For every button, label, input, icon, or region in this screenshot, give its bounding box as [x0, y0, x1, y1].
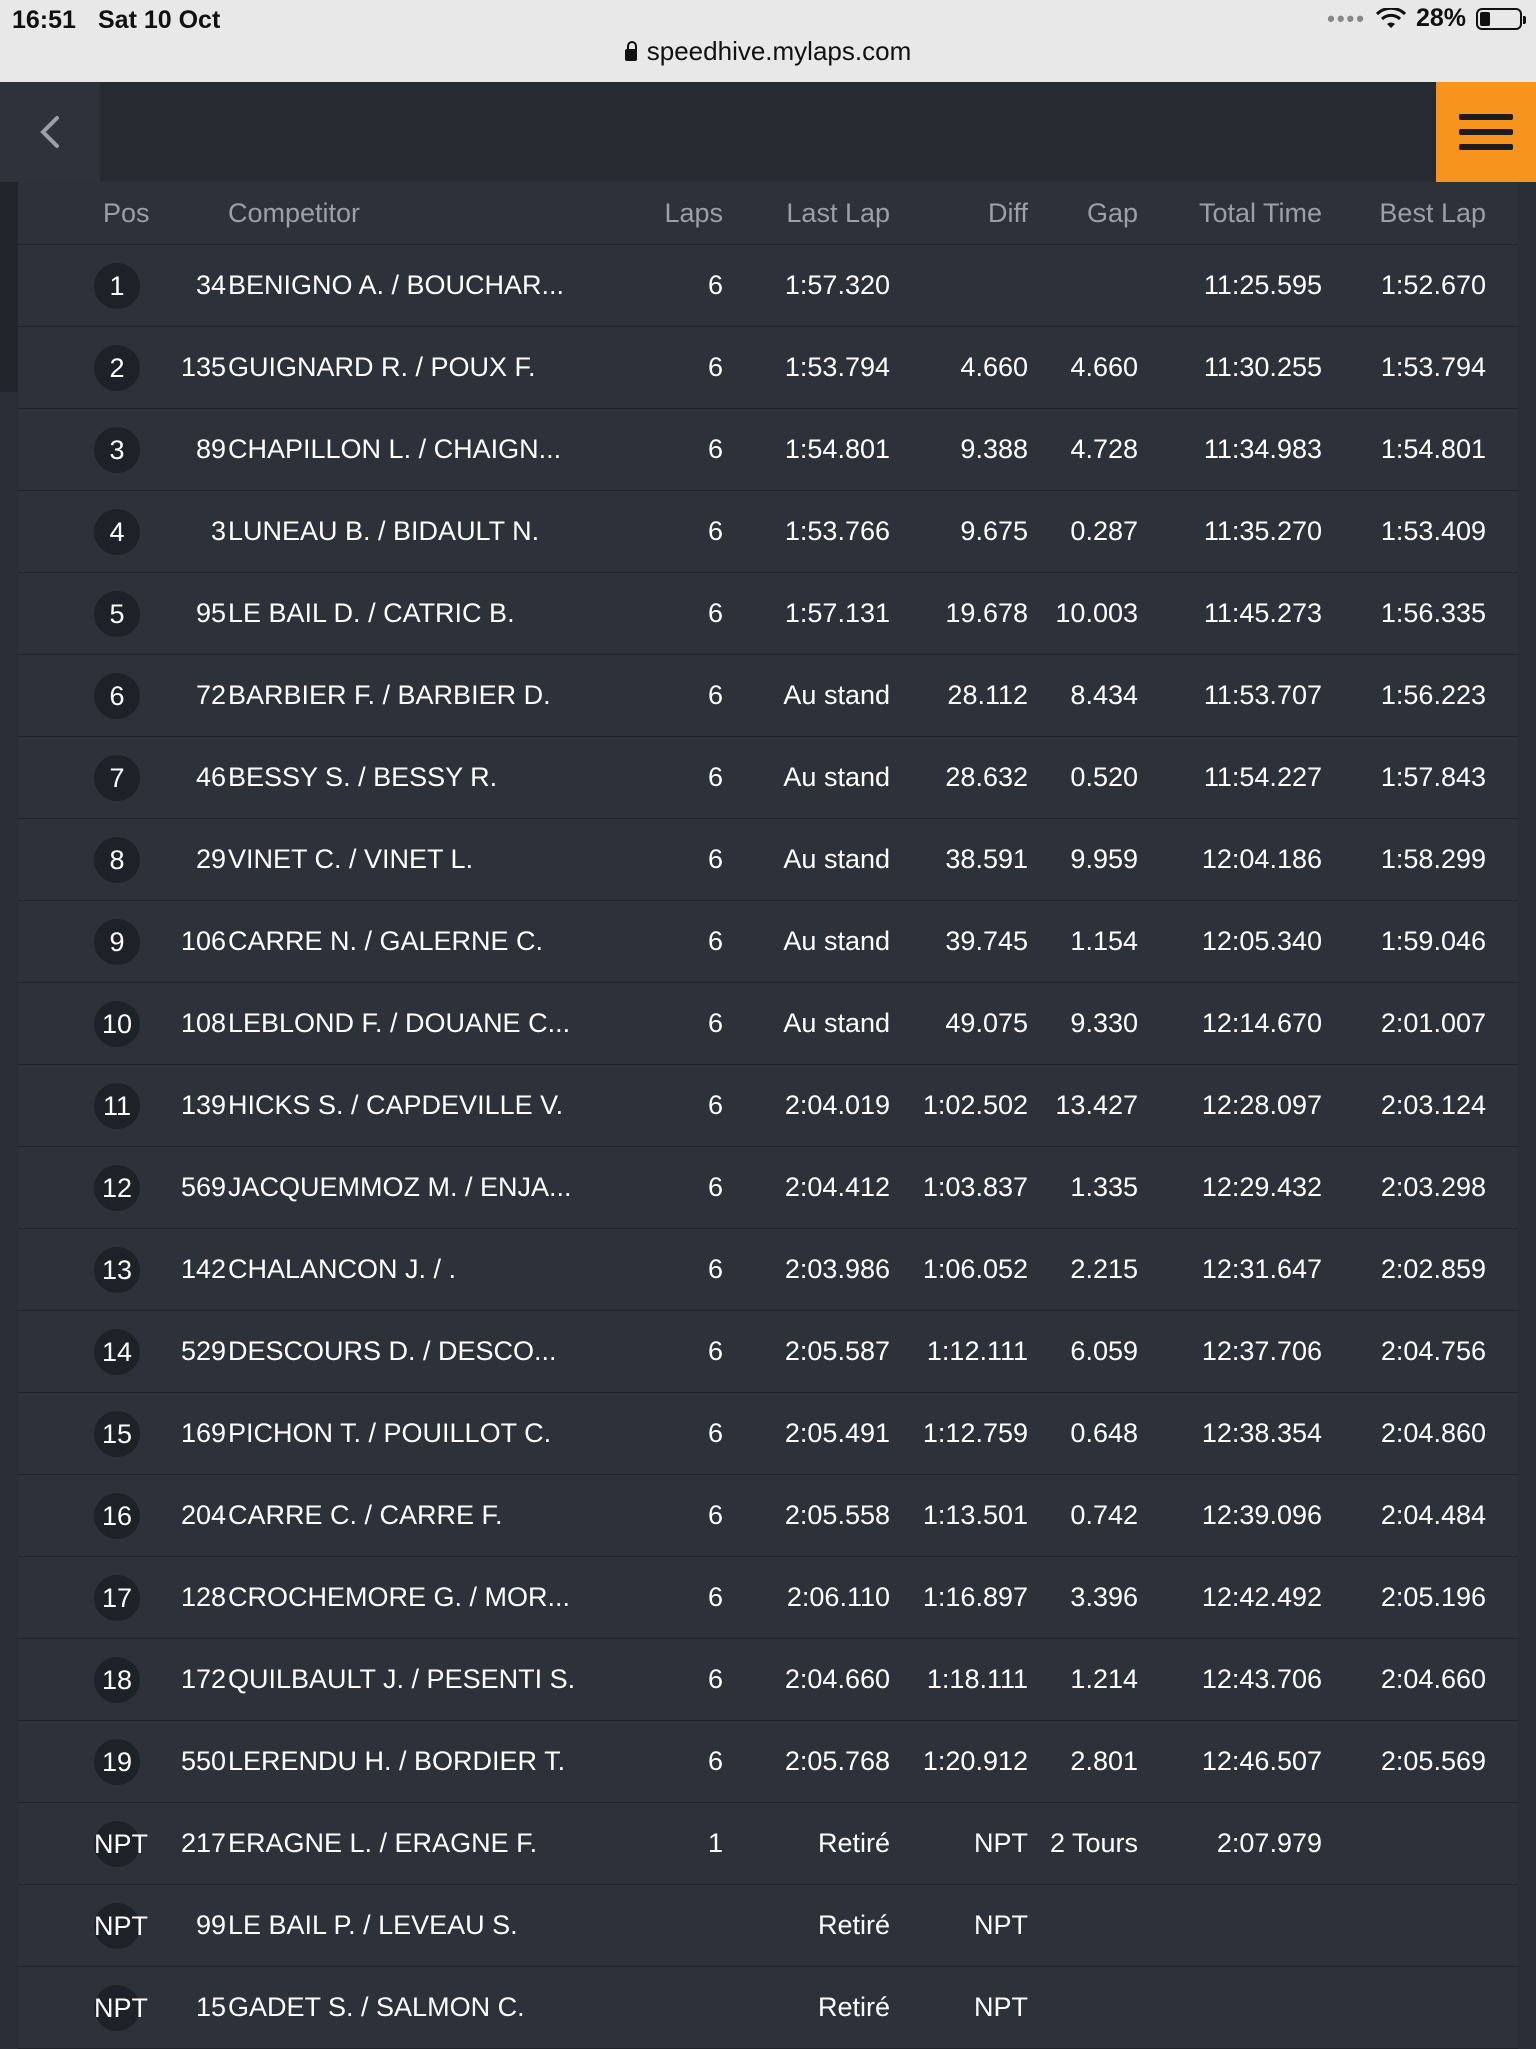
gap-cell: 3.396: [1070, 1582, 1138, 1612]
competitor-number: 204: [180, 1500, 226, 1530]
diff-cell: 1:12.111: [926, 1336, 1028, 1366]
diff-cell: 28.632: [945, 762, 1028, 792]
pos-badge: 4: [94, 509, 140, 555]
competitor-name: CROCHEMORE G. / MOR...: [228, 1582, 571, 1612]
total-time-cell: 12:39.096: [1201, 1500, 1322, 1530]
competitor-name: VINET C. / VINET L.: [228, 844, 474, 874]
lock-icon: [625, 49, 637, 61]
pos-badge: 10: [94, 1001, 140, 1047]
best-lap-cell: 2:05.569: [1380, 1746, 1486, 1776]
table-row[interactable]: [18, 1475, 1518, 1557]
chevron-left-icon: [35, 112, 65, 152]
pos-badge: 5: [94, 591, 140, 637]
pos-badge: 19: [94, 1739, 140, 1785]
competitor-number: 135: [180, 352, 226, 382]
diff-cell: 9.388: [960, 434, 1028, 464]
laps-cell: 6: [707, 1418, 723, 1448]
url-text: speedhive.mylaps.com: [646, 36, 912, 66]
gap-cell: 0.742: [1070, 1500, 1138, 1530]
header-best-lap[interactable]: Best Lap: [1379, 198, 1486, 228]
table-row[interactable]: [18, 1639, 1518, 1721]
pos-badge: 15: [94, 1411, 140, 1457]
status-date: Sat 10 Oct: [98, 6, 221, 34]
pos-badge: 14: [94, 1329, 140, 1375]
header-total-time[interactable]: Total Time: [1198, 198, 1322, 228]
laps-cell: 6: [707, 1008, 723, 1038]
table-row[interactable]: [18, 1721, 1518, 1803]
laps-cell: 6: [707, 1090, 723, 1120]
last-lap-cell: Au stand: [783, 762, 890, 792]
last-lap-cell: 2:04.660: [784, 1664, 890, 1694]
total-time-cell: 12:31.647: [1201, 1254, 1322, 1284]
pos-badge: 13: [94, 1247, 140, 1293]
laps-cell: 6: [707, 1254, 723, 1284]
total-time-cell: 12:37.706: [1201, 1336, 1322, 1366]
laps-cell: 6: [707, 1746, 723, 1776]
header-competitor[interactable]: Competitor: [228, 198, 361, 228]
table-row[interactable]: [18, 491, 1518, 573]
competitor-number: 29: [195, 844, 226, 874]
competitor-number: 139: [180, 1090, 226, 1120]
menu-button[interactable]: [1436, 82, 1536, 182]
table-row[interactable]: [18, 655, 1518, 737]
competitor-name: DESCOURS D. / DESCO...: [228, 1336, 557, 1366]
competitor-number: 34: [195, 270, 226, 300]
diff-cell: 1:13.501: [922, 1500, 1028, 1530]
total-time-cell: 2:07.979: [1216, 1828, 1322, 1858]
laps-cell: 6: [707, 926, 723, 956]
laps-cell: 6: [707, 680, 723, 710]
competitor-number: 169: [180, 1418, 226, 1448]
pos-badge: 16: [94, 1493, 140, 1539]
total-time-cell: 12:28.097: [1201, 1090, 1322, 1120]
competitor-name: CARRE C. / CARRE F.: [228, 1500, 503, 1530]
last-lap-cell: 2:04.412: [784, 1172, 890, 1202]
gap-cell: 8.434: [1070, 680, 1138, 710]
laps-cell: 6: [707, 1172, 723, 1202]
last-lap-cell: 2:03.986: [784, 1254, 890, 1284]
gap-cell: 0.287: [1070, 516, 1138, 546]
diff-cell: 49.075: [945, 1008, 1028, 1038]
last-lap-cell: Au stand: [783, 680, 890, 710]
competitor-name: LE BAIL P. / LEVEAU S.: [228, 1910, 518, 1940]
diff-cell: NPT: [974, 1910, 1028, 1940]
competitor-name: QUILBAULT J. / PESENTI S.: [228, 1664, 576, 1694]
laps-cell: 6: [707, 434, 723, 464]
total-time-cell: 12:04.186: [1201, 844, 1322, 874]
laps-cell: 1: [707, 1828, 723, 1858]
pos-badge: NPT: [94, 1985, 140, 2031]
table-row[interactable]: [18, 1557, 1518, 1639]
competitor-name: LUNEAU B. / BIDAULT N.: [228, 516, 540, 546]
last-lap-cell: 1:54.801: [784, 434, 890, 464]
gap-cell: 10.003: [1055, 598, 1138, 628]
laps-cell: 6: [707, 516, 723, 546]
competitor-number: 217: [180, 1828, 226, 1858]
gap-cell: 4.728: [1070, 434, 1138, 464]
header-laps[interactable]: Laps: [664, 198, 723, 228]
best-lap-cell: 2:02.859: [1380, 1254, 1486, 1284]
pos-badge: 1: [94, 263, 140, 309]
best-lap-cell: 2:04.756: [1380, 1336, 1486, 1366]
last-lap-cell: 2:05.491: [784, 1418, 890, 1448]
diff-cell: 1:18.111: [926, 1664, 1028, 1694]
competitor-number: 128: [180, 1582, 226, 1612]
laps-cell: 6: [707, 598, 723, 628]
last-lap-cell: 1:57.131: [784, 598, 890, 628]
back-button[interactable]: [0, 82, 100, 182]
pos-badge: 2: [94, 345, 140, 391]
signal-icon: ••••: [1327, 5, 1366, 31]
last-lap-cell: 1:57.320: [784, 270, 890, 300]
best-lap-cell: 2:03.298: [1380, 1172, 1486, 1202]
best-lap-cell: 2:01.007: [1380, 1008, 1486, 1038]
table-row[interactable]: [18, 737, 1518, 819]
competitor-number: 172: [180, 1664, 226, 1694]
competitor-name: LEBLOND F. / DOUANE C...: [228, 1008, 571, 1038]
best-lap-cell: 2:04.484: [1380, 1500, 1486, 1530]
diff-cell: 1:02.502: [922, 1090, 1028, 1120]
header-pos[interactable]: Pos: [103, 198, 150, 228]
table-row[interactable]: [18, 819, 1518, 901]
total-time-cell: 12:14.670: [1201, 1008, 1322, 1038]
last-lap-cell: 2:06.110: [786, 1582, 890, 1612]
gap-cell: 0.520: [1070, 762, 1138, 792]
last-lap-cell: Au stand: [783, 926, 890, 956]
competitor-number: 15: [195, 1992, 226, 2022]
best-lap-cell: 2:03.124: [1380, 1090, 1486, 1120]
competitor-name: BESSY S. / BESSY R.: [228, 762, 498, 792]
total-time-cell: 12:38.354: [1201, 1418, 1322, 1448]
diff-cell: 1:06.052: [922, 1254, 1028, 1284]
gap-cell: 2.801: [1070, 1746, 1138, 1776]
table-row[interactable]: [18, 1803, 1518, 1885]
table-header: [18, 182, 1518, 245]
results-table: [18, 182, 1518, 2048]
header-diff[interactable]: Diff: [987, 198, 1028, 228]
total-time-cell: 11:25.595: [1203, 270, 1322, 300]
last-lap-cell: Au stand: [783, 1008, 890, 1038]
total-time-cell: 12:46.507: [1201, 1746, 1322, 1776]
gap-cell: 1.214: [1070, 1664, 1138, 1694]
last-lap-cell: Retiré: [817, 1828, 890, 1858]
last-lap-cell: 2:05.587: [784, 1336, 890, 1366]
competitor-number: 89: [195, 434, 226, 464]
pos-badge: 8: [94, 837, 140, 883]
gap-cell: 2.215: [1070, 1254, 1138, 1284]
laps-cell: 6: [707, 844, 723, 874]
status-bar: [0, 0, 1536, 82]
competitor-number: 46: [195, 762, 226, 792]
total-time-cell: 12:43.706: [1201, 1664, 1322, 1694]
total-time-cell: 12:05.340: [1201, 926, 1322, 956]
pos-badge: 6: [94, 673, 140, 719]
best-lap-cell: 2:05.196: [1380, 1582, 1486, 1612]
header-gap[interactable]: Gap: [1086, 198, 1138, 228]
pos-badge: 9: [94, 919, 140, 965]
laps-cell: 6: [707, 762, 723, 792]
last-lap-cell: 2:04.019: [784, 1090, 890, 1120]
competitor-name: CARRE N. / GALERNE C.: [228, 926, 544, 956]
competitor-name: CHALANCON J. / .: [228, 1254, 457, 1284]
competitor-number: 106: [180, 926, 226, 956]
diff-cell: 1:03.837: [922, 1172, 1028, 1202]
gap-cell: 0.648: [1070, 1418, 1138, 1448]
diff-cell: NPT: [974, 1828, 1028, 1858]
pos-badge: 11: [94, 1083, 140, 1129]
table-row[interactable]: [18, 1393, 1518, 1475]
table-row[interactable]: [18, 409, 1518, 491]
pos-badge: 12: [94, 1165, 140, 1211]
last-lap-cell: 1:53.766: [784, 516, 890, 546]
pos-badge: NPT: [94, 1821, 140, 1867]
total-time-cell: 11:53.707: [1203, 680, 1322, 710]
gap-cell: 2 Tours: [1049, 1828, 1138, 1858]
total-time-cell: 11:45.273: [1203, 598, 1322, 628]
hamburger-menu-icon: [1459, 114, 1513, 120]
address-bar[interactable]: [0, 36, 1536, 67]
best-lap-cell: 1:56.335: [1380, 598, 1486, 628]
competitor-name: GADET S. / SALMON C.: [228, 1992, 525, 2022]
laps-cell: 6: [707, 270, 723, 300]
pos-badge: 3: [94, 427, 140, 473]
competitor-name: HICKS S. / CAPDEVILLE V.: [228, 1090, 564, 1120]
competitor-number: 108: [180, 1008, 226, 1038]
side-strip: [0, 182, 18, 392]
competitor-number: 142: [180, 1254, 226, 1284]
gap-cell: 9.330: [1070, 1008, 1138, 1038]
best-lap-cell: 1:56.223: [1380, 680, 1486, 710]
table-row[interactable]: [18, 573, 1518, 655]
competitor-number: 569: [180, 1172, 226, 1202]
total-time-cell: 11:34.983: [1203, 434, 1322, 464]
competitor-number: 72: [195, 680, 226, 710]
gap-cell: 1.335: [1070, 1172, 1138, 1202]
competitor-number: 95: [195, 598, 226, 628]
best-lap-cell: 2:04.660: [1380, 1664, 1486, 1694]
pos-badge: 18: [94, 1657, 140, 1703]
diff-cell: 4.660: [960, 352, 1028, 382]
battery-icon: [1476, 8, 1522, 30]
diff-cell: 1:16.897: [922, 1582, 1028, 1612]
laps-cell: 6: [707, 1500, 723, 1530]
status-time: 16:51: [12, 6, 76, 34]
laps-cell: 6: [707, 1336, 723, 1366]
table-row[interactable]: [18, 245, 1518, 327]
last-lap-cell: 2:05.768: [784, 1746, 890, 1776]
laps-cell: 6: [707, 352, 723, 382]
competitor-number: 550: [180, 1746, 226, 1776]
table-row[interactable]: [18, 983, 1518, 1065]
table-row[interactable]: [18, 1967, 1518, 2049]
competitor-name: BENIGNO A. / BOUCHAR...: [228, 270, 565, 300]
best-lap-cell: 1:58.299: [1380, 844, 1486, 874]
total-time-cell: 11:54.227: [1203, 762, 1322, 792]
competitor-name: ERAGNE L. / ERAGNE F.: [228, 1828, 538, 1858]
total-time-cell: 12:29.432: [1201, 1172, 1322, 1202]
best-lap-cell: 1:54.801: [1380, 434, 1486, 464]
competitor-number: 99: [195, 1910, 226, 1940]
last-lap-cell: 2:05.558: [784, 1500, 890, 1530]
total-time-cell: 11:30.255: [1203, 352, 1322, 382]
last-lap-cell: Retiré: [817, 1910, 890, 1940]
laps-cell: 6: [707, 1582, 723, 1612]
gap-cell: 13.427: [1055, 1090, 1138, 1120]
last-lap-cell: Retiré: [817, 1992, 890, 2022]
status-indicators: [1327, 4, 1522, 33]
best-lap-cell: 1:53.409: [1380, 516, 1486, 546]
competitor-name: CHAPILLON L. / CHAIGN...: [228, 434, 562, 464]
table-row[interactable]: [18, 1885, 1518, 1967]
gap-cell: 6.059: [1070, 1336, 1138, 1366]
table-row[interactable]: [18, 1311, 1518, 1393]
competitor-number: 529: [180, 1336, 226, 1366]
diff-cell: 1:12.759: [922, 1418, 1028, 1448]
table-row[interactable]: [18, 901, 1518, 983]
diff-cell: 9.675: [960, 516, 1028, 546]
diff-cell: 1:20.912: [922, 1746, 1028, 1776]
gap-cell: 1.154: [1070, 926, 1138, 956]
laps-cell: 6: [707, 1664, 723, 1694]
diff-cell: 28.112: [947, 680, 1028, 710]
competitor-name: JACQUEMMOZ M. / ENJA...: [228, 1172, 572, 1202]
gap-cell: 9.959: [1070, 844, 1138, 874]
best-lap-cell: 1:52.670: [1380, 270, 1486, 300]
competitor-name: LE BAIL D. / CATRIC B.: [228, 598, 515, 628]
best-lap-cell: 1:57.843: [1380, 762, 1486, 792]
best-lap-cell: 2:04.860: [1380, 1418, 1486, 1448]
diff-cell: NPT: [974, 1992, 1028, 2022]
competitor-name: BARBIER F. / BARBIER D.: [228, 680, 551, 710]
competitor-name: LERENDU H. / BORDIER T.: [228, 1746, 566, 1776]
table-row[interactable]: [18, 1147, 1518, 1229]
pos-badge: NPT: [94, 1903, 140, 1949]
diff-cell: 39.745: [945, 926, 1028, 956]
app-header: [0, 82, 1536, 182]
competitor-number: 3: [210, 516, 226, 546]
table-row[interactable]: [18, 327, 1518, 409]
table-row[interactable]: [18, 1065, 1518, 1147]
pos-badge: 7: [94, 755, 140, 801]
best-lap-cell: 1:53.794: [1380, 352, 1486, 382]
diff-cell: 38.591: [945, 844, 1028, 874]
pos-badge: 17: [94, 1575, 140, 1621]
last-lap-cell: 1:53.794: [784, 352, 890, 382]
last-lap-cell: Au stand: [783, 844, 890, 874]
wifi-icon: [1376, 8, 1406, 30]
best-lap-cell: 1:59.046: [1380, 926, 1486, 956]
table-row[interactable]: [18, 1229, 1518, 1311]
diff-cell: 19.678: [945, 598, 1028, 628]
competitor-name: GUIGNARD R. / POUX F.: [228, 352, 536, 382]
battery-percent: 28%: [1415, 4, 1466, 32]
total-time-cell: 11:35.270: [1203, 516, 1322, 546]
header-last-lap[interactable]: Last Lap: [786, 198, 890, 228]
total-time-cell: 12:42.492: [1201, 1582, 1322, 1612]
competitor-name: PICHON T. / POUILLOT C.: [228, 1418, 552, 1448]
gap-cell: 4.660: [1070, 352, 1138, 382]
